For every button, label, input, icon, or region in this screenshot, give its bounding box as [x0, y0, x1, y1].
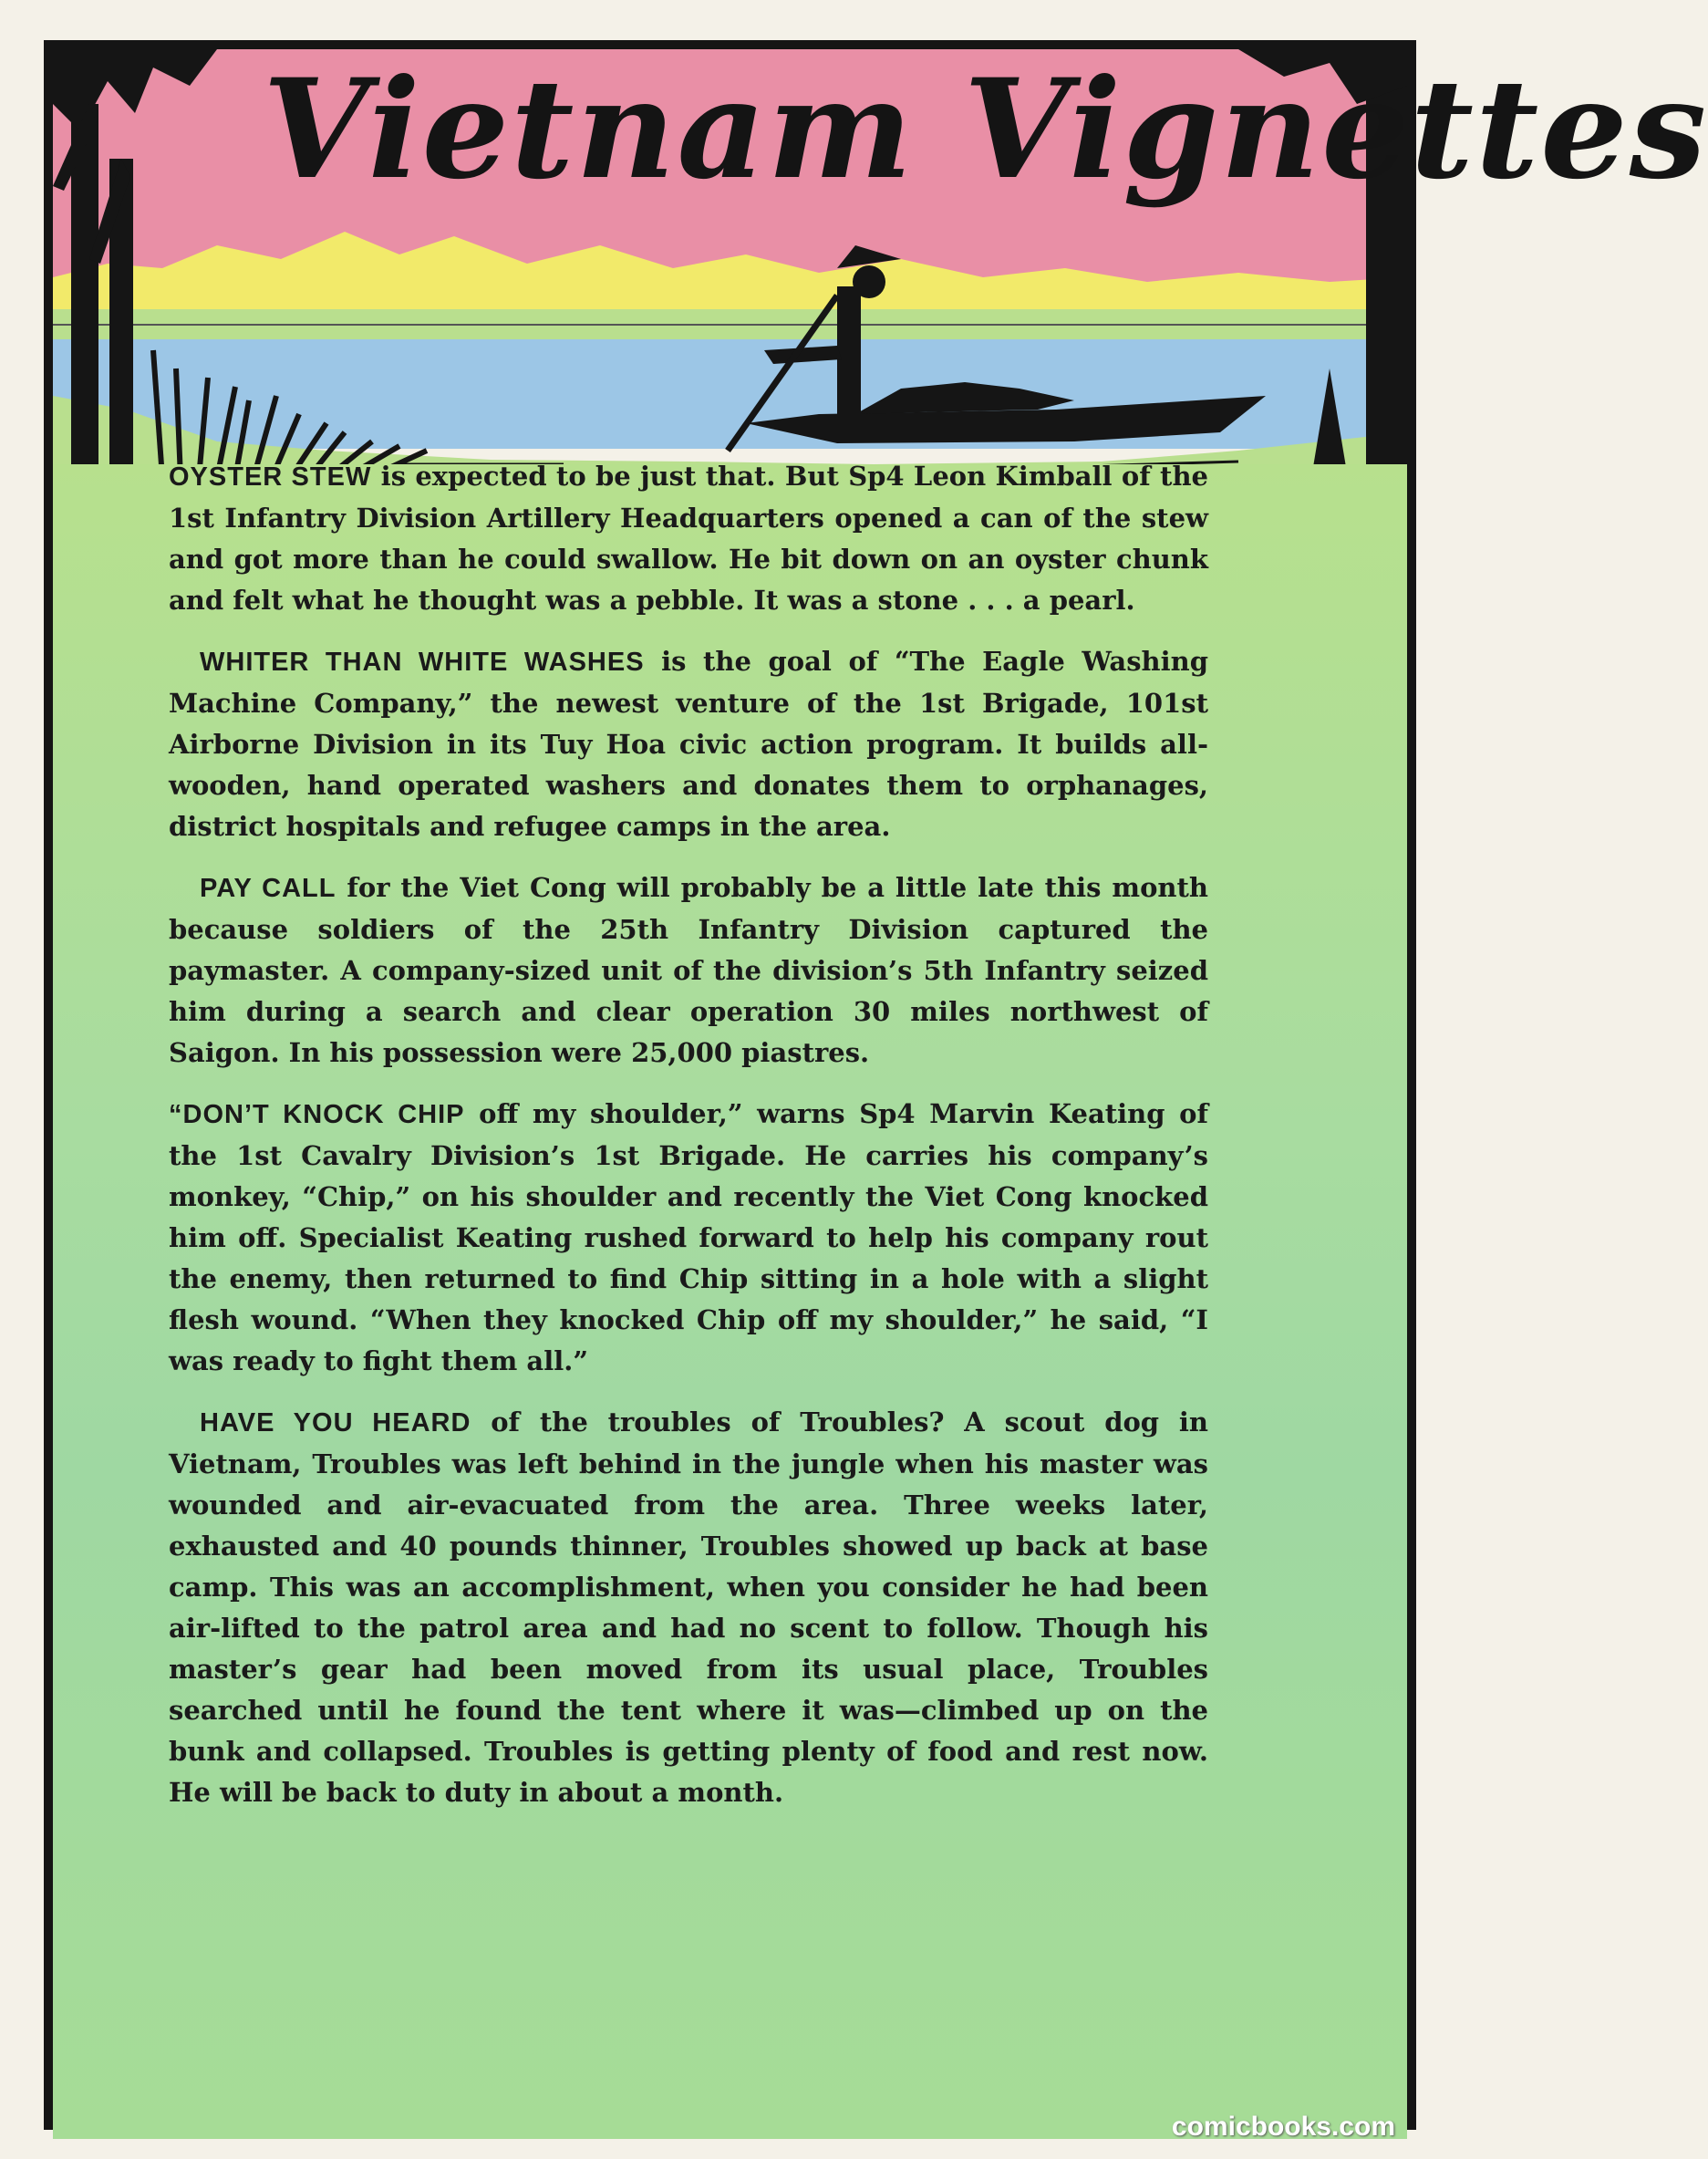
- paragraph-lead: “DON’T KNOCK CHIP: [169, 1100, 465, 1129]
- paragraph-pay-call: [169, 867, 1208, 1074]
- paragraph-whiter-than-white: [169, 641, 1208, 847]
- paragraph-have-you-heard: [169, 1402, 1208, 1813]
- watermark: comicbooks.com: [1171, 2112, 1395, 2142]
- paragraph-lead: OYSTER STEW: [169, 462, 372, 492]
- paragraph-dont-knock-chip: [169, 1094, 1208, 1382]
- title-banner: [53, 49, 1708, 478]
- paragraph-lead: PAY CALL: [200, 874, 336, 903]
- article-body: [169, 456, 1208, 1833]
- paragraph-text: off my shoulder,” warns Sp4 Marvin Keating of the 1st Cavalry Division’s 1st Brigade. He carries his company’s monkey, “Chip,” on his shoulder and recently the Viet Cong knocked him off. Specialist Keating rushed forward to help his company rout the enemy, then returned to find Chip sitting in a hole with a slight flesh wound. “When they knocked Chip off my shoulder,” he said, “I was ready to fight them all.”: [169, 1098, 1208, 1376]
- paragraph-text: is the goal of “The Eagle Washing Machine Company,” the newest venture of the 1st Brigade, 101st Airborne Division in its Tuy Hoa civic action program. It builds all-wooden, hand operated washers and donates them to orphanages, district hospitals and refugee camps in the area.: [169, 646, 1208, 842]
- paragraph-lead: WHITER THAN WHITE WASHES: [200, 648, 645, 677]
- paragraph-text: of the troubles of Troubles? A scout dog in Vietnam, Troubles was left behind in the jungle when his master was wounded and air-evacuated from the area. Three weeks later, exhausted and 40 pounds thinner, Troubles showed up back at base camp. This was an accomplishment, when you consider he had been air-lifted to the patrol area and had no scent to follow. Though his master’s gear had been moved from its usual place, Troubles searched until he found the tent where it was—climbed up on the bunk and collapsed. Troubles is getting plenty of food and rest now. He will be back to duty in about a month.: [169, 1406, 1209, 1808]
- paragraph-lead: HAVE YOU HEARD: [200, 1408, 471, 1438]
- page-title: Vietnam Vignettes: [263, 49, 1708, 210]
- paragraph-text: for the Viet Cong will probably be a little late this month because soldiers of the 25th Infantry Division captured the paymaster. A company-sized unit of the division’s 5th Infantry seized him during a search and clear operation 30 miles northwest of Saigon. In his possession were 25,000 piastres.: [169, 872, 1209, 1068]
- paragraph-oyster-stew: [169, 456, 1208, 621]
- paragraph-text: is expected to be just that. But Sp4 Leon Kimball of the 1st Infantry Division Artillery Headquarters opened a can of the stew and got more than he could swallow. He bit down on an oyster chunk and felt what he thought was a pebble. It was a stone . . . a pearl.: [169, 461, 1208, 616]
